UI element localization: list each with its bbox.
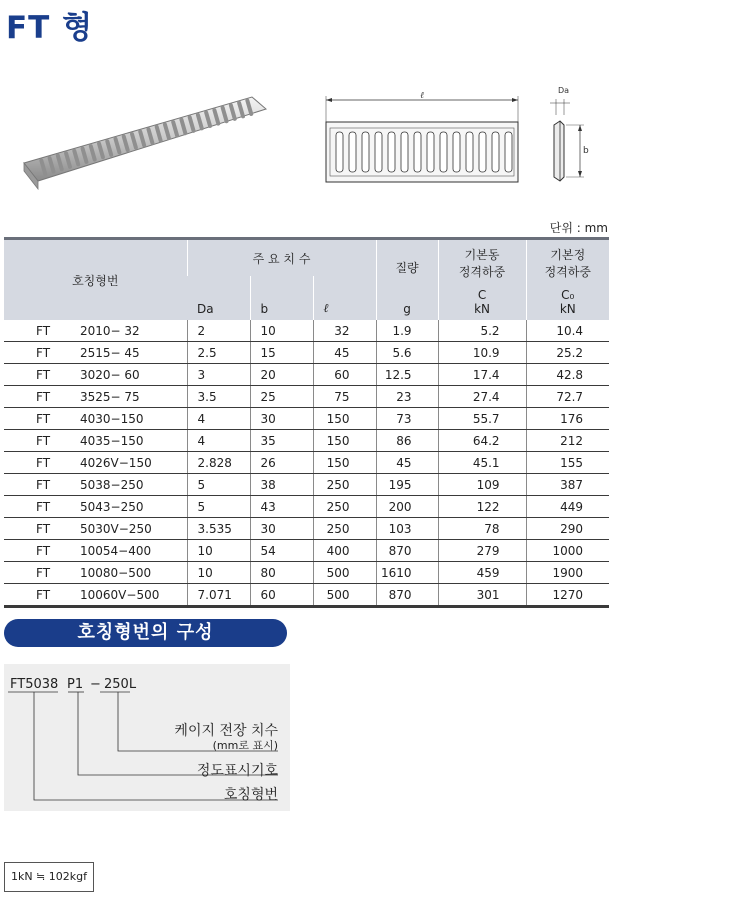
dynamic-load-cell: 78 (438, 518, 526, 540)
diagram-slot (375, 132, 382, 172)
model-number: 2515− 45 (80, 345, 140, 360)
model-number: 4035−150 (80, 433, 144, 448)
static-load-cell: 1270 (526, 584, 609, 607)
unit-conversion-note: 1kN ≒ 102kgf (4, 862, 94, 892)
dynamic-load-header: 기본동 정격하중 C kN (438, 239, 526, 321)
code-part-length: 250L (104, 677, 137, 692)
b-cell: 25 (250, 386, 313, 408)
static-load-cell: 449 (526, 496, 609, 518)
composition-heading: 호칭형번의 구성 (4, 619, 287, 647)
b-cell: 20 (250, 364, 313, 386)
model-prefix: FT (36, 367, 51, 382)
code-part-precision: P1 (67, 677, 84, 692)
length-cell: 500 (313, 562, 376, 584)
model-number: 4026V−150 (80, 455, 152, 470)
table-row (4, 408, 609, 430)
da-cell: 4 (187, 408, 250, 430)
dims-header: 주 요 치 수 (187, 239, 376, 277)
model-number: 4030−150 (80, 411, 144, 426)
static-load-cell: 1000 (526, 540, 609, 562)
model-cell (4, 430, 187, 452)
diagram-slot (453, 132, 460, 172)
table-row (4, 518, 609, 540)
model-cell (4, 408, 187, 430)
model-cell (4, 452, 187, 474)
model-prefix: FT (36, 521, 51, 536)
product-photo (20, 85, 270, 195)
length-cell: 250 (313, 474, 376, 496)
length-cell: 60 (313, 364, 376, 386)
composition-diagram (4, 664, 290, 811)
model-number: 3525− 75 (80, 389, 140, 404)
static-load-cell: 290 (526, 518, 609, 540)
length-symbol: ℓ (420, 91, 424, 101)
model-prefix: FT (36, 433, 51, 448)
b-cell: 43 (250, 496, 313, 518)
model-prefix: FT (36, 411, 51, 426)
model-number: 10060V−500 (80, 587, 160, 602)
diagram-slot (414, 132, 421, 172)
dynamic-load-cell: 45.1 (438, 452, 526, 474)
static-load-cell: 72.7 (526, 386, 609, 408)
b-cell: 80 (250, 562, 313, 584)
model-prefix: FT (36, 565, 51, 580)
model-cell (4, 474, 187, 496)
model-prefix: FT (36, 323, 51, 338)
b-cell: 10 (250, 320, 313, 342)
dynamic-load-cell: 122 (438, 496, 526, 518)
dynamic-load-cell: 5.2 (438, 320, 526, 342)
table-row (4, 386, 609, 408)
label-cage-length-note: (mm로 표시) (212, 739, 278, 752)
mass-cell: 45 (376, 452, 438, 474)
mass-cell: 23 (376, 386, 438, 408)
static-load-cell: 387 (526, 474, 609, 496)
dynamic-load-cell: 17.4 (438, 364, 526, 386)
model-prefix: FT (36, 587, 51, 602)
diagram-slot (505, 132, 512, 172)
static-load-cell: 10.4 (526, 320, 609, 342)
model-number: 5038−250 (80, 477, 144, 492)
diagram-slot (388, 132, 395, 172)
mass-cell: 1.9 (376, 320, 438, 342)
model-cell (4, 342, 187, 364)
b-symbol: b (583, 146, 589, 156)
dynamic-load-cell: 64.2 (438, 430, 526, 452)
length-cell: 150 (313, 430, 376, 452)
b-col-header: b (250, 276, 313, 320)
static-load-cell: 155 (526, 452, 609, 474)
model-prefix: FT (36, 389, 51, 404)
model-number: 3020− 60 (80, 367, 140, 382)
da-cell: 2.828 (187, 452, 250, 474)
static-load-cell: 1900 (526, 562, 609, 584)
model-number: 10080−500 (80, 565, 152, 580)
length-col-header: ℓ (313, 276, 376, 320)
model-cell (4, 496, 187, 518)
table-row (4, 452, 609, 474)
mass-cell: 73 (376, 408, 438, 430)
da-cell: 3.535 (187, 518, 250, 540)
table-row (4, 320, 609, 342)
diagram-slot (362, 132, 369, 172)
da-cell: 5 (187, 474, 250, 496)
table-row (4, 474, 609, 496)
mass-cell: 5.6 (376, 342, 438, 364)
model-prefix: FT (36, 499, 51, 514)
mass-header: 질량 g (376, 239, 438, 321)
dynamic-load-cell: 459 (438, 562, 526, 584)
static-load-cell: 25.2 (526, 342, 609, 364)
static-load-cell: 42.8 (526, 364, 609, 386)
b-cell: 30 (250, 518, 313, 540)
length-cell: 250 (313, 518, 376, 540)
table-row (4, 430, 609, 452)
b-cell: 26 (250, 452, 313, 474)
model-number: 10054−400 (80, 543, 152, 558)
diagram-slot (440, 132, 447, 172)
length-cell: 250 (313, 496, 376, 518)
diagram-slot (427, 132, 434, 172)
length-cell: 75 (313, 386, 376, 408)
mass-cell: 103 (376, 518, 438, 540)
length-cell: 150 (313, 408, 376, 430)
b-cell: 60 (250, 584, 313, 607)
da-cell: 2.5 (187, 342, 250, 364)
table-row (4, 342, 609, 364)
b-cell: 54 (250, 540, 313, 562)
diagram-slot (466, 132, 473, 172)
length-cell: 400 (313, 540, 376, 562)
table-row (4, 496, 609, 518)
model-prefix: FT (36, 455, 51, 470)
mass-cell: 1610 (376, 562, 438, 584)
mass-cell: 195 (376, 474, 438, 496)
model-number: 5030V−250 (80, 521, 152, 536)
model-cell (4, 540, 187, 562)
dynamic-load-cell: 279 (438, 540, 526, 562)
b-cell: 35 (250, 430, 313, 452)
da-cell: 10 (187, 562, 250, 584)
label-precision: 정도표시기호 (196, 763, 278, 779)
mass-cell: 870 (376, 540, 438, 562)
dimension-diagram-side (540, 85, 600, 190)
table-row (4, 584, 609, 607)
diagram-slot (349, 132, 356, 172)
model-header: 호칭형번 (4, 239, 187, 321)
length-cell: 32 (313, 320, 376, 342)
model-number: 2010− 32 (80, 323, 140, 338)
dynamic-load-cell: 27.4 (438, 386, 526, 408)
dynamic-load-cell: 301 (438, 584, 526, 607)
model-cell (4, 364, 187, 386)
page-title: FT 형 (6, 10, 94, 46)
model-prefix: FT (36, 477, 51, 492)
b-cell: 38 (250, 474, 313, 496)
dynamic-load-cell: 109 (438, 474, 526, 496)
da-cell: 4 (187, 430, 250, 452)
diagram-slot (401, 132, 408, 172)
spec-table (4, 237, 609, 608)
da-cell: 3 (187, 364, 250, 386)
unit-label: 단위 : mm (549, 221, 608, 235)
model-cell (4, 584, 187, 607)
b-cell: 15 (250, 342, 313, 364)
table-row (4, 540, 609, 562)
da-cell: 3.5 (187, 386, 250, 408)
da-cell: 7.071 (187, 584, 250, 607)
dynamic-load-cell: 55.7 (438, 408, 526, 430)
model-cell (4, 386, 187, 408)
diagram-slot (479, 132, 486, 172)
model-prefix: FT (36, 345, 51, 360)
static-load-header: 기본정 정격하중 C₀ kN (526, 239, 609, 321)
da-symbol: Da (558, 86, 570, 95)
da-cell: 10 (187, 540, 250, 562)
length-cell: 500 (313, 584, 376, 607)
dimension-diagram-front (320, 90, 525, 190)
mass-cell: 200 (376, 496, 438, 518)
dynamic-load-cell: 10.9 (438, 342, 526, 364)
model-prefix: FT (36, 543, 51, 558)
model-cell (4, 518, 187, 540)
length-cell: 45 (313, 342, 376, 364)
da-cell: 5 (187, 496, 250, 518)
mass-cell: 86 (376, 430, 438, 452)
code-dash: − (90, 677, 101, 692)
da-col-header: Da (187, 276, 250, 320)
b-cell: 30 (250, 408, 313, 430)
model-cell (4, 562, 187, 584)
da-cell: 2 (187, 320, 250, 342)
table-row (4, 562, 609, 584)
static-load-cell: 176 (526, 408, 609, 430)
static-load-cell: 212 (526, 430, 609, 452)
table-row (4, 364, 609, 386)
mass-cell: 12.5 (376, 364, 438, 386)
model-cell (4, 320, 187, 342)
label-cage-length: 케이지 전장 치수 (174, 723, 278, 739)
model-number: 5043−250 (80, 499, 144, 514)
mass-cell: 870 (376, 584, 438, 607)
diagram-slot (336, 132, 343, 172)
length-cell: 150 (313, 452, 376, 474)
code-part-model: FT5038 (10, 677, 59, 692)
label-model: 호칭형번 (223, 787, 278, 803)
diagram-slot (492, 132, 499, 172)
